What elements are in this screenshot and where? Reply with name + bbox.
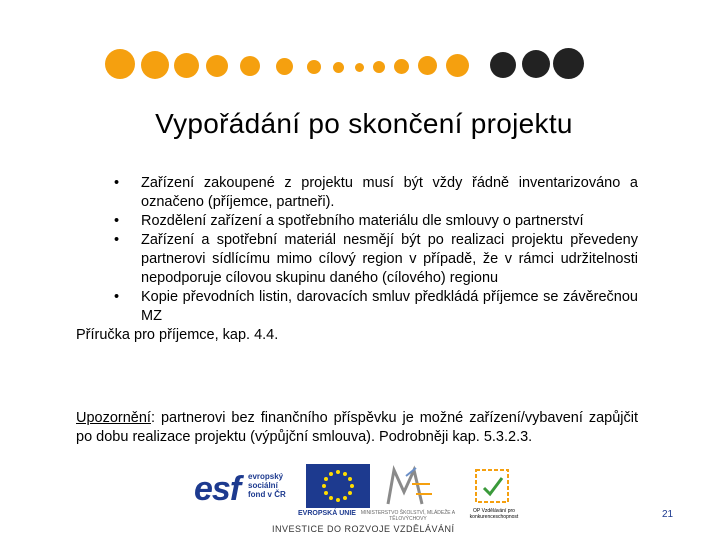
- esf-caption-line: fond v ČR: [248, 490, 286, 499]
- bullet-marker: •: [114, 175, 120, 191]
- slide-title: Vypořádání po skončení projektu: [155, 108, 573, 139]
- dot: [174, 53, 199, 78]
- bullet-item: [76, 288, 638, 326]
- dot: [394, 59, 409, 74]
- esf-wordmark: esf: [194, 470, 241, 508]
- bullet-text: Zařízení a spotřební materiál nesmějí být po realizaci projektu převedeny partnerovi sídlícímu mimo cílový region v případě, že v rámci udržitelnosti nepodporuje cílovou skupinu daného (cílového) regionu: [141, 232, 638, 286]
- warning-paragraph: [76, 409, 638, 447]
- bullet-text: Rozdělení zařízení a spotřebního materiálu dle smlouvy o partnerství: [141, 213, 584, 229]
- decorative-dot-row: [0, 0, 720, 100]
- warning-label: Upozornění: [76, 410, 151, 426]
- esf-caption-line: evropský: [248, 472, 284, 481]
- eu-flag-icon: [306, 464, 370, 508]
- dot: [446, 54, 469, 77]
- op-logo-icon: [472, 466, 512, 506]
- msmt-logo-icon: [382, 464, 438, 508]
- esf-caption-line: sociální: [248, 481, 278, 490]
- bullet-item: [76, 212, 638, 231]
- reference-text: Příručka pro příjemce, kap. 4.4.: [76, 327, 279, 343]
- eu-caption: EVROPSKÁ UNIE: [298, 510, 356, 517]
- bullet-item: [76, 231, 638, 288]
- esf-caption: [248, 472, 286, 499]
- dot: [418, 56, 437, 75]
- dot: [373, 61, 385, 73]
- op-caption: OP Vzdělávání pro konkurenceschopnost: [469, 508, 519, 520]
- dot: [105, 49, 135, 79]
- warning-text: : partnerovi bez finančního příspěvku je možné zařízení/vybavení zapůjčit po dobu realizace projektu (výpůjční smlouva). Podrobněji kap. 5.3.2.3.: [76, 410, 638, 445]
- logo-strip: [190, 462, 530, 540]
- dot: [355, 63, 364, 72]
- bullet-text: Kopie převodních listin, darovacích smluv předkládá příjemce se závěrečnou MZ: [141, 289, 638, 324]
- bullet-marker: •: [114, 232, 120, 248]
- slide-content: [76, 174, 638, 345]
- dot: [240, 56, 260, 76]
- investment-caption: INVESTICE DO ROZVOJE VZDĚLÁVÁNÍ: [272, 524, 455, 534]
- dot: [553, 48, 584, 79]
- dot: [141, 51, 169, 79]
- bullet-item: [76, 174, 638, 212]
- dot: [522, 50, 550, 78]
- page-number: 21: [662, 509, 674, 520]
- bullet-marker: •: [114, 289, 120, 305]
- dot: [333, 62, 344, 73]
- esf-logo: [190, 464, 310, 514]
- msmt-caption: MINISTERSTVO ŠKOLSTVÍ, MLÁDEŽE A TĚLOVÝCHOVY: [360, 510, 456, 522]
- bullet-marker: •: [114, 213, 120, 229]
- bullet-text: Zařízení zakoupené z projektu musí být vždy řádně inventarizováno a označeno (příjemce, partneři).: [141, 175, 638, 210]
- dot: [307, 60, 321, 74]
- dot: [276, 58, 293, 75]
- dot: [490, 52, 516, 78]
- dot: [206, 55, 228, 77]
